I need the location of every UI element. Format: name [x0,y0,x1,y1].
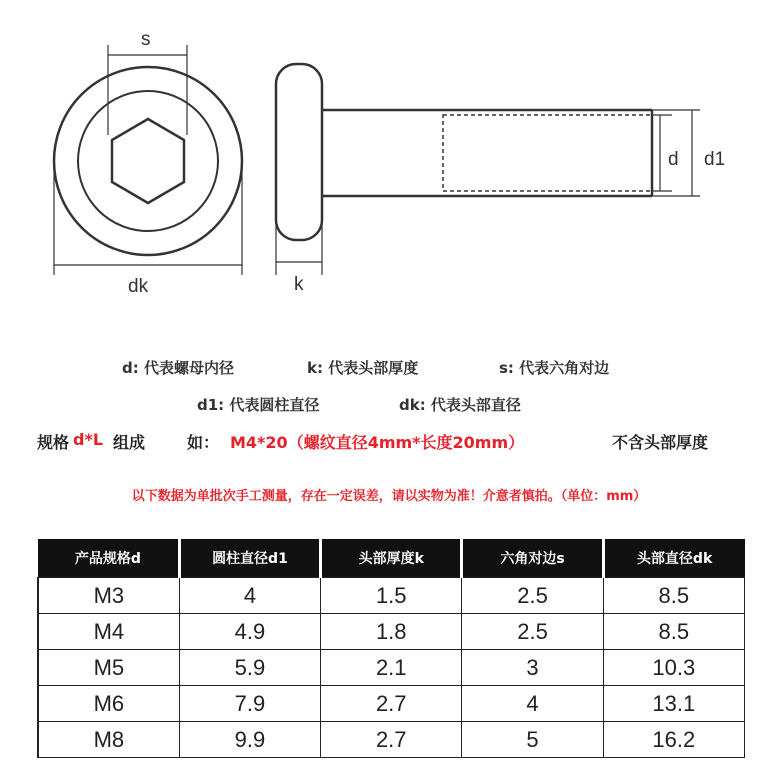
cell-s: 4 [462,686,603,722]
bolt-side-view [276,64,700,275]
cell-k: 1.5 [321,578,462,614]
cell-d1: 5.9 [179,650,320,686]
bolt-front-view [54,45,242,275]
cell-dk: 8.5 [603,614,744,650]
header-k: 头部厚度k [321,539,462,578]
header-dk: 头部直径dk [603,539,744,578]
cell-d1: 7.9 [179,686,320,722]
label-s: s [141,29,151,50]
label-d1: d1 [704,149,726,170]
spec-prefix: 规格 [37,433,70,452]
legend-d: d: 代表螺母内径 [122,359,234,377]
cell-d1: 9.9 [179,722,320,758]
measurement-notice: 以下数据为单批次手工测量，存在一定误差，请以实物为准！介意者慎拍。（单位：mm） [131,489,647,504]
cell-spec: M8 [38,722,179,758]
header-spec-d: 产品规格d [38,539,179,578]
table-row [38,686,745,722]
header-s: 六角对边s [462,539,603,578]
cell-k: 2.7 [321,722,462,758]
table-header-row [38,539,745,578]
spec-table [37,539,745,758]
legend-d1: d1: 代表圆柱直径 [197,396,320,414]
label-k: k [294,274,304,295]
cell-k: 2.1 [321,650,462,686]
spec-suffix: 组成 [113,433,146,452]
cell-spec: M4 [38,614,179,650]
legend-s: s: 代表六角对边 [499,359,610,377]
cell-spec: M3 [38,578,179,614]
spec-example-label: 如： [187,433,220,452]
cell-dk: 8.5 [603,578,744,614]
cell-s: 2.5 [462,578,603,614]
cell-k: 2.7 [321,686,462,722]
cell-dk: 16.2 [603,722,744,758]
label-d: d [668,149,679,170]
label-dk: dk [128,276,149,297]
cell-d1: 4.9 [179,614,320,650]
table-row [38,614,745,650]
cell-spec: M5 [38,650,179,686]
header-d1: 圆柱直径d1 [179,539,320,578]
cell-spec: M6 [38,686,179,722]
cell-d1: 4 [179,578,320,614]
cell-s: 3 [462,650,603,686]
cell-s: 2.5 [462,614,603,650]
cell-dk: 10.3 [603,650,744,686]
table-row [38,722,745,758]
spec-example-value: M4*20（螺纹直径4mm*长度20mm） [230,433,525,452]
spec-highlight: d*L [73,430,104,449]
cell-dk: 13.1 [603,686,744,722]
table-row [38,650,745,686]
cell-s: 5 [462,722,603,758]
cell-k: 1.8 [321,614,462,650]
table-row [38,578,745,614]
legend-dk: dk: 代表头部直径 [399,396,521,414]
bolt-dimension-drawing [0,0,778,330]
legend-k: k: 代表头部厚度 [307,359,419,377]
spec-note: 不含头部厚度 [612,433,709,452]
